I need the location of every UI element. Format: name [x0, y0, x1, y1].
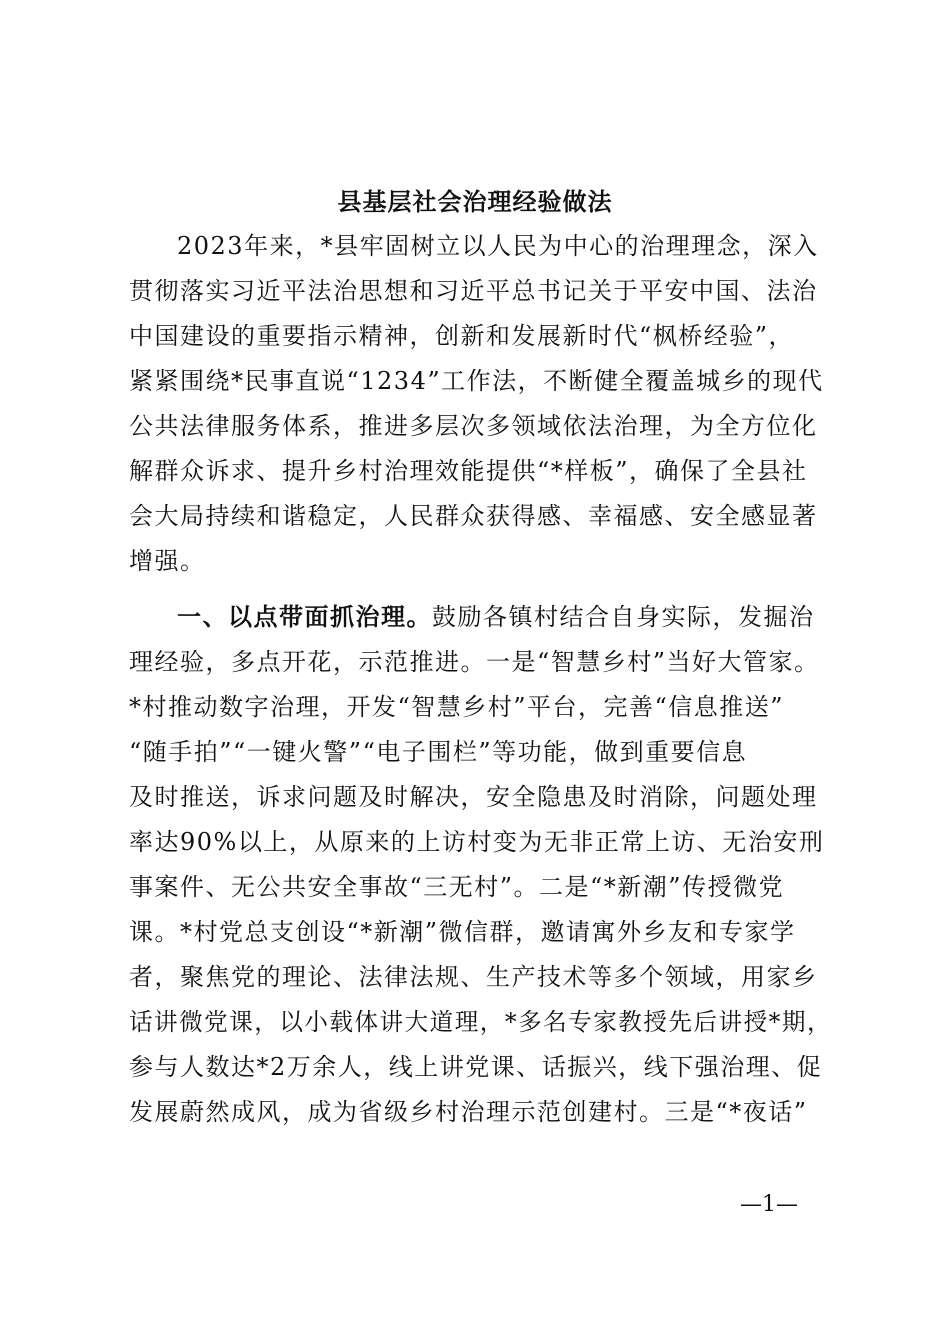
intro-line: 中国建设的重要指示精神，创新和发展新时代“枫桥经验”， [129, 322, 795, 350]
section-line: 理经验，多点开花，示范推进。一是“智慧乡村”当好大管家。 [129, 648, 820, 676]
section-line: 课。*村党总支创设“*新潮”微信群，邀请寓外乡友和专家学 [129, 918, 796, 946]
intro-line: 会大局持续和谐稳定，人民群众获得感、幸福感、安全感显著 [129, 502, 818, 530]
section-line: 者，聚焦党的理论、法律法规、生产技术等多个领域，用家乡 [129, 963, 818, 991]
section-line: *村推动数字治理，开发“智慧乡村”平台，完善“信息推送” [129, 693, 785, 721]
section-line: 及时推送，诉求问题及时解决，安全隐患及时消除，问题处理 [129, 783, 818, 811]
intro-line: 公共法律服务体系，推进多层次多领域依法治理，为全方位化 [129, 412, 818, 440]
section-line: 参与人数达*2万余人，线上讲党课、话振兴，线下强治理、促 [129, 1053, 823, 1081]
page-title: 县基层社会治理经验做法 [337, 187, 613, 216]
section-line: 率达90%以上，从原来的上访村变为无非正常上访、无治安刑 [129, 828, 825, 856]
intro-line: 紧紧围绕*民事直说“1234”工作法，不断健全覆盖城乡的现代 [129, 367, 824, 395]
section-line: 话讲微党课，以小载体讲大道理，*多名专家教授先后讲授*期， [129, 1008, 832, 1036]
intro-line: 贯彻落实习近平法治思想和习近平总书记关于平安中国、法治 [129, 277, 818, 305]
section-first-line-text: 鼓励各镇村结合自身实际，发掘治 [432, 603, 815, 631]
page-number: —1— [740, 1192, 798, 1217]
section-line: “随手拍”“一键火警”“电子围栏”等功能，做到重要信息 [129, 738, 748, 766]
intro-line: 2023年来，*县牢固树立以人民为中心的治理理念，深入 [177, 232, 819, 260]
section-heading: 一、以点带面抓治理。 [177, 603, 432, 631]
section-line: 事案件、无公共安全事故“三无村”。二是“*新潮”传授微党 [129, 873, 785, 901]
section-first-line [177, 597, 815, 637]
section-line: 发展蔚然成风，成为省级乡村治理示范创建村。三是“*夜话” [129, 1098, 808, 1126]
intro-line: 增强。 [129, 547, 206, 575]
intro-line: 解群众诉求、提升乡村治理效能提供“*样板”，确保了全县社 [129, 457, 808, 485]
